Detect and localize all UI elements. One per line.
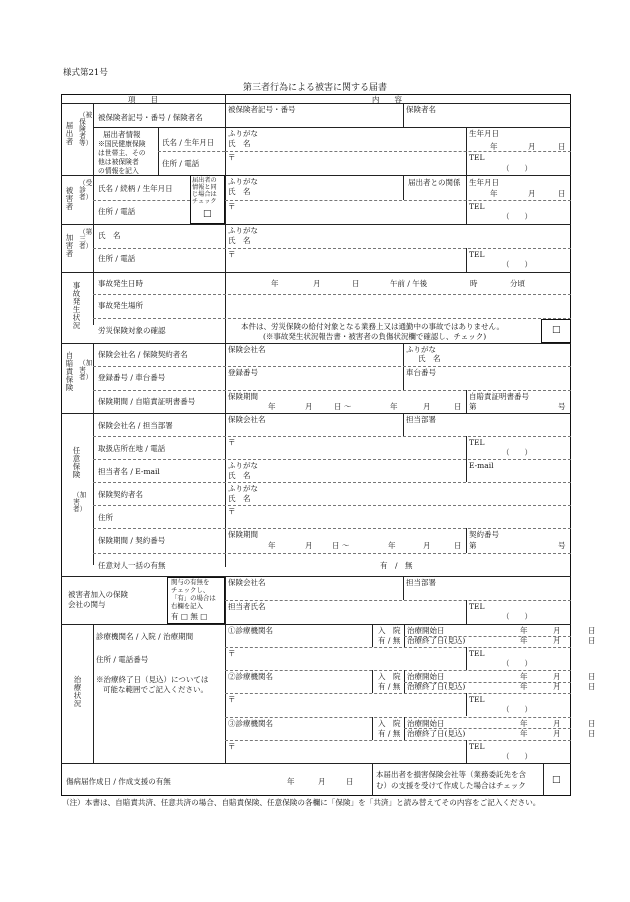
s7-check-line1: 関与の有無を xyxy=(171,578,210,586)
s2-label-address: 住所 / 電話 xyxy=(98,207,136,216)
s1-postal: 〒 xyxy=(228,153,236,162)
s4-label-date: 事故発生日時 xyxy=(98,279,143,288)
s6-label-holder: 保険契約者名 xyxy=(98,490,143,499)
s9-label: 傷病届作成日 / 作成支援の有無 xyxy=(66,777,171,786)
s2-postal: 〒 xyxy=(228,202,236,211)
s7-check-line2: チェックし、 xyxy=(171,586,210,594)
s6-to-day: 日 xyxy=(454,541,462,550)
s8-inpatient: 入 院 xyxy=(378,672,401,682)
s4-ampm: 午前 / 午後 xyxy=(390,279,428,288)
s1-label-name: 氏名 / 生年月日 xyxy=(162,138,215,147)
s5-furigana: ふりがな xyxy=(406,345,436,354)
s2-birth-year: 年 xyxy=(490,189,498,198)
s4-rosai-note: (※事故発生状況報告書・被害者の負傷状況欄で確認し、チェック) xyxy=(263,332,487,341)
s3-vertical-label: 加害者 xyxy=(65,233,74,259)
s6-dept: 担当部署 xyxy=(406,415,436,424)
s8-tel-paren: （ ） xyxy=(502,751,532,761)
s6-from-month: 月 xyxy=(305,541,313,550)
s5-cert: 自賠責証明書番号 xyxy=(469,392,529,401)
s8-tel: TEL xyxy=(469,741,485,751)
s4-minute: 分頃 xyxy=(510,279,525,288)
s8-end-hi: 日 xyxy=(588,636,596,645)
s5-label-company: 保険会社名 / 保険契約者名 xyxy=(98,350,188,359)
s1-birth-day: 日 xyxy=(558,142,566,151)
s5-cert-go: 号 xyxy=(558,402,566,411)
s4-hour: 時 xyxy=(470,279,478,288)
s8-start-date: 治療開始日 xyxy=(407,718,445,728)
s6-contract-go: 号 xyxy=(558,541,566,550)
s1-birth: 生年月日 xyxy=(469,129,499,138)
s8-postal: 〒 xyxy=(228,741,236,751)
s8-postal: 〒 xyxy=(228,649,236,658)
s8-end-hi: 日 xyxy=(588,728,596,738)
s2-tel: TEL xyxy=(469,202,485,211)
s2-birth-day: 日 xyxy=(558,189,566,198)
s4-year: 年 xyxy=(271,279,279,288)
s6-tel: TEL xyxy=(469,438,485,447)
s2-same-checkbox[interactable]: □ xyxy=(203,209,212,219)
s2-vertical-label: 被害者 xyxy=(65,186,74,212)
s1-insurer-name: 保険者名 xyxy=(406,105,436,114)
s5-to-day: 日 xyxy=(454,402,462,411)
s9-month: 月 xyxy=(318,777,326,786)
s2-same-line3: じ場合は xyxy=(192,191,217,198)
header-item: 項 目 xyxy=(128,95,158,104)
s8-end-hi: 日 xyxy=(588,682,596,692)
s8-start-nen: 年 xyxy=(520,718,528,728)
s8-end-nen: 年 xyxy=(520,728,528,738)
s8-end-date: 治療終了日(見込) xyxy=(407,682,466,692)
s6-label-company: 保険会社名 / 担当部署 xyxy=(98,421,173,430)
s1-info-label: 届出者情報 xyxy=(103,130,141,139)
s3-furigana: ふりがな xyxy=(228,226,258,235)
s6-label-person: 担当者名 / E-mail xyxy=(98,467,160,476)
s1-note-line4: の情報を記入 xyxy=(98,167,139,175)
s2-furigana: ふりがな xyxy=(228,177,258,186)
footnote: （注）本書は、自賠責共済、任意共済の場合、自賠責保険、任意保険の各欄に「保険」を「共済」と読み替えてその内容をご記入ください。 xyxy=(62,798,541,807)
s6-to-month: 月 xyxy=(423,541,431,550)
s5-reg-number: 登録番号 xyxy=(228,368,258,377)
s1-label-address: 住所 / 電話 xyxy=(162,159,200,168)
s8-end-nen: 年 xyxy=(520,636,528,645)
s8-tel-paren: （ ） xyxy=(502,705,532,715)
s5-label-reg: 登録番号 / 車台番号 xyxy=(98,373,166,382)
s6-email: E-mail xyxy=(469,461,494,470)
s8-start-tsuki: 月 xyxy=(553,626,561,635)
s7-check-line3: 「有」の場合は xyxy=(171,594,216,602)
s8-end-nen: 年 xyxy=(520,682,528,692)
s8-start-hi: 日 xyxy=(588,626,596,635)
s4-day: 日 xyxy=(352,279,360,288)
s5-chassis: 車台番号 xyxy=(406,368,436,377)
s8-label-address: 住所 / 電話番号 xyxy=(96,655,149,664)
s6-label-period: 保険期間 / 契約番号 xyxy=(98,536,166,545)
s6-vertical-sub: （加害者） xyxy=(73,491,87,513)
s8-inpatient-yesno: 有 / 無 xyxy=(378,636,401,645)
s5-cert-dai: 第 xyxy=(469,402,477,411)
s3-tel: TEL xyxy=(469,250,485,259)
s8-end-tsuki: 月 xyxy=(553,728,561,738)
s1-note-line1: ※国民健康保険 xyxy=(98,140,146,148)
s2-same-line1: 届出者の xyxy=(192,177,217,184)
s6-holder-furigana: ふりがな xyxy=(228,484,258,493)
s2-birth: 生年月日 xyxy=(469,178,499,187)
s1-name: 氏 名 xyxy=(228,139,251,148)
s1-birth-year: 年 xyxy=(490,142,498,151)
s6-vertical-label: 任意保険 xyxy=(72,446,81,480)
s3-name: 氏 名 xyxy=(228,236,251,245)
s1-tel: TEL xyxy=(469,153,485,162)
s8-start-tsuki: 月 xyxy=(553,672,561,682)
s2-same-line2: 情報と同 xyxy=(192,184,217,191)
form-title: 第三者行為による被害に関する届書 xyxy=(243,83,388,93)
s2-label-name: 氏名 / 続柄 / 生年月日 xyxy=(98,184,173,193)
s8-start-date: 治療開始日 xyxy=(407,626,445,635)
s3-vertical-sub: （第三者） xyxy=(79,228,93,250)
s3-tel-paren: （ ） xyxy=(502,260,532,269)
s7-dept: 担当部署 xyxy=(406,578,436,587)
s9-support-line1: 本届出者を損害保険会社等（業務委託先を含 xyxy=(376,770,526,779)
s8-start-hi: 日 xyxy=(588,672,596,682)
s8-inpatient-yesno: 有 / 無 xyxy=(378,728,401,738)
s2-tel-paren: （ ） xyxy=(502,212,532,221)
s8-label-institution: 診療機関名 / 入院 / 治療期間 xyxy=(96,632,194,641)
s5-from-day: 日 〜 xyxy=(334,402,352,411)
s6-label-shop: 取扱店所在地 / 電話 xyxy=(98,444,166,453)
s6-holder-name: 氏 名 xyxy=(228,494,251,503)
s1-label-number: 被保険者記号・番号 / 保険者名 xyxy=(98,113,203,122)
s6-from-year: 年 xyxy=(268,541,276,550)
s8-postal: 〒 xyxy=(228,695,236,705)
s7-check-line4: 右欄を記入 xyxy=(171,602,203,610)
s6-period: 保険期間 xyxy=(228,530,258,539)
s5-vertical-label: 自賠責保険 xyxy=(65,351,74,393)
s6-postal: 〒 xyxy=(228,438,236,447)
s7-label-line1: 被害者加入の保険 xyxy=(68,590,128,599)
s8-clinic-name: ③診療機関名 xyxy=(228,718,273,728)
s4-month: 月 xyxy=(313,279,321,288)
s2-name: 氏 名 xyxy=(228,187,251,196)
s1-vertical-sub: （被保険者等） xyxy=(79,111,93,147)
s9-support-line2: む）の支援を受けて作成した場合はチェック xyxy=(376,781,526,790)
s1-insured-number: 被保険者記号・番号 xyxy=(228,105,296,114)
s8-vertical-label: 治療状況 xyxy=(73,675,82,709)
s8-end-date: 治療終了日(見込) xyxy=(407,636,466,645)
s5-vertical-sub: （加害者） xyxy=(79,359,93,381)
s8-start-date: 治療開始日 xyxy=(407,672,445,682)
s8-inpatient: 入 院 xyxy=(378,718,401,728)
header-content: 内 容 xyxy=(372,95,402,104)
s9-year: 年 xyxy=(287,777,295,786)
s8-start-hi: 日 xyxy=(588,718,596,728)
s5-holder-name: 氏 名 xyxy=(418,354,441,363)
s5-from-year: 年 xyxy=(268,402,276,411)
s6-label-unlimited: 任意対人一括の有無 xyxy=(98,561,166,570)
s1-vertical-label: 届出者 xyxy=(65,121,74,147)
s8-end-tsuki: 月 xyxy=(553,682,561,692)
s6-label-address: 住所 xyxy=(98,513,113,522)
s7-label-line2: 会社の関与 xyxy=(68,600,106,609)
s6-person-name: 氏 名 xyxy=(228,471,251,480)
s4-vertical-label: 事故発生状況 xyxy=(72,281,81,331)
s5-to-year: 年 xyxy=(390,402,398,411)
s6-unlimited-yesno: 有 / 無 xyxy=(380,561,413,570)
s5-from-month: 月 xyxy=(305,402,313,411)
s4-label-place: 事故発生場所 xyxy=(98,301,143,310)
s8-end-tsuki: 月 xyxy=(553,636,561,645)
s1-note-line3: 他は被保険者 xyxy=(98,158,139,166)
s4-label-rosai: 労災保険対象の確認 xyxy=(98,326,166,335)
s8-note-line1: ※治療終了日（見込）については xyxy=(96,675,209,684)
s8-inpatient: 入 院 xyxy=(378,626,401,635)
s4-rosai-checkbox[interactable]: □ xyxy=(552,325,561,335)
form-number: 様式第21号 xyxy=(63,68,108,78)
s2-same-line4: チェック xyxy=(192,198,217,205)
s8-tel-paren: （ ） xyxy=(502,659,532,668)
s8-tel: TEL xyxy=(469,649,485,658)
s2-birth-month: 月 xyxy=(528,189,536,198)
s6-addr-postal: 〒 xyxy=(228,507,236,516)
s2-relation: 届出者との関係 xyxy=(408,178,461,187)
s1-furigana: ふりがな xyxy=(228,129,258,138)
s3-postal: 〒 xyxy=(228,250,236,259)
s8-inpatient-yesno: 有 / 無 xyxy=(378,682,401,692)
s8-end-date: 治療終了日(見込) xyxy=(407,728,466,738)
s8-start-nen: 年 xyxy=(520,626,528,635)
s9-support-checkbox[interactable]: □ xyxy=(552,775,561,785)
s2-vertical-sub: （受診者） xyxy=(79,179,93,201)
s6-tel-paren: （ ） xyxy=(502,448,532,457)
s8-note-line2: 可能な範囲でご記入ください。 xyxy=(103,685,208,694)
s5-label-period: 保険期間 / 自賠責証明書番号 xyxy=(98,397,196,406)
s7-tel-paren: （ ） xyxy=(502,612,532,621)
s6-company: 保険会社名 xyxy=(228,415,266,424)
s1-birth-month: 月 xyxy=(528,142,536,151)
s9-day: 日 xyxy=(346,777,354,786)
s3-label-address: 住所 / 電話 xyxy=(98,254,136,263)
s5-company: 保険会社名 xyxy=(228,345,266,354)
s5-period: 保険期間 xyxy=(228,392,258,401)
s8-clinic-name: ②診療機関名 xyxy=(228,672,273,682)
s7-tel: TEL xyxy=(469,602,485,611)
s7-company: 保険会社名 xyxy=(228,578,266,587)
s8-tel: TEL xyxy=(469,695,485,705)
s6-contract: 契約番号 xyxy=(469,530,499,539)
s6-to-year: 年 xyxy=(388,541,396,550)
s1-tel-paren: （ ） xyxy=(502,164,532,173)
s6-furigana: ふりがな xyxy=(228,461,258,470)
s4-rosai-statement: 本件は、労災保険の給付対象となる業務上又は通勤中の事故ではありません。 xyxy=(241,322,504,331)
s7-yes-no-checkbox[interactable]: 有 □ 無 □ xyxy=(171,612,208,621)
s5-to-month: 月 xyxy=(423,402,431,411)
s7-person: 担当者氏名 xyxy=(228,602,266,611)
s1-note-line2: は世帯主、その xyxy=(98,149,146,157)
s6-contract-dai: 第 xyxy=(469,541,477,550)
s8-start-nen: 年 xyxy=(520,672,528,682)
s3-label-name: 氏 名 xyxy=(98,231,121,240)
s8-start-tsuki: 月 xyxy=(553,718,561,728)
s6-from-day: 日 〜 xyxy=(332,541,350,550)
s8-clinic-name: ①診療機関名 xyxy=(228,626,273,635)
